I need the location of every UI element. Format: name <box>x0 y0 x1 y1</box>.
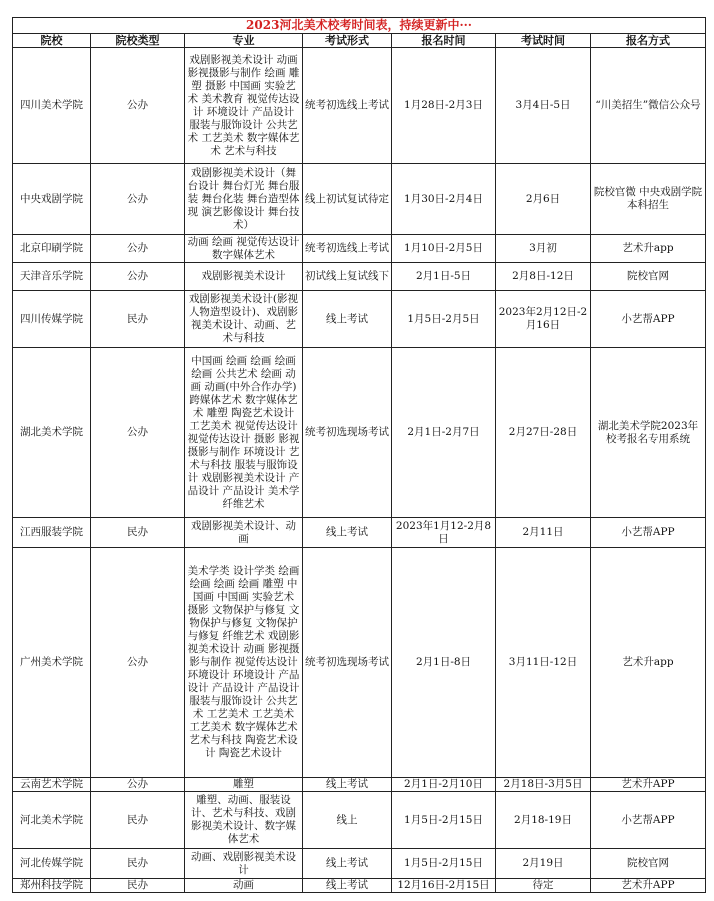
school-cell: 湖北美术学院 <box>13 348 91 518</box>
major-cell: 戏剧影视美术设计(影视人物造型设计)、戏剧影视美术设计、动画、艺术与科技 <box>185 291 303 348</box>
signup-method-cell: 艺术升APP <box>591 778 706 792</box>
signup-time-cell: 1月5日-2月15日 <box>392 849 496 879</box>
exam-time-cell: 3月4日-5日 <box>496 48 591 164</box>
signup-method-cell: 湖北美术学院2023年校考报名专用系统 <box>591 348 706 518</box>
form-cell: 线上考试 <box>303 778 392 792</box>
form-cell: 线上考试 <box>303 879 392 893</box>
type-cell: 民办 <box>91 792 185 849</box>
major-cell: 中国画 绘画 绘画 绘画 绘画 公共艺术 绘画 动画 动画(中外合作办学) 跨媒体艺术 数字媒体艺术 雕塑 陶瓷艺术设计 工艺美术 视觉传达设计 视觉传达设计 摄影 影视摄影与制作 环境设计 艺术与科技 服装与服饰设计 戏剧影视美术设计 产品设计 产品设计 美术学 纤维艺术 <box>185 348 303 518</box>
school-cell: 天津音乐学院 <box>13 263 91 291</box>
exam-time-cell: 待定 <box>496 879 591 893</box>
table-row <box>13 849 706 879</box>
form-cell: 统考初选现场考试 <box>303 348 392 518</box>
signup-time-cell: 2月1日-2月7日 <box>392 348 496 518</box>
exam-schedule-table <box>12 17 706 893</box>
form-cell: 线上考试 <box>303 291 392 348</box>
signup-method-cell: 艺术升APP <box>591 879 706 893</box>
exam-time-cell: 3月11日-12日 <box>496 548 591 778</box>
type-cell: 公办 <box>91 263 185 291</box>
exam-time-cell: 2月8日-12日 <box>496 263 591 291</box>
exam-time-cell: 2月18-19日 <box>496 792 591 849</box>
signup-time-cell: 1月10日-2月5日 <box>392 235 496 263</box>
type-cell: 公办 <box>91 48 185 164</box>
table-row <box>13 48 706 164</box>
signup-time-cell: 1月28日-2月3日 <box>392 48 496 164</box>
school-cell: 河北传媒学院 <box>13 849 91 879</box>
exam-time-cell: 2023年2月12日-2月16日 <box>496 291 591 348</box>
type-cell: 公办 <box>91 778 185 792</box>
major-cell: 动画、戏剧影视美术设计 <box>185 849 303 879</box>
type-cell: 公办 <box>91 348 185 518</box>
form-cell: 线上考试 <box>303 518 392 548</box>
signup-method-cell: 小艺帮APP <box>591 518 706 548</box>
signup-time-cell: 2月1日-5日 <box>392 263 496 291</box>
form-cell: 线上考试 <box>303 849 392 879</box>
table-row <box>13 778 706 792</box>
exam-time-cell: 2月27日-28日 <box>496 348 591 518</box>
school-cell: 北京印刷学院 <box>13 235 91 263</box>
signup-method-cell: 院校官网 <box>591 849 706 879</box>
major-cell: 雕塑、动画、服装设计、艺术与科技、戏剧影视美术设计、数字媒体艺术 <box>185 792 303 849</box>
table-row <box>13 291 706 348</box>
form-cell: 统考初选线上考试 <box>303 48 392 164</box>
signup-time-cell: 1月30日-2月4日 <box>392 164 496 235</box>
table-row <box>13 518 706 548</box>
table-row <box>13 348 706 518</box>
signup-method-cell: “川美招生”微信公众号 <box>591 48 706 164</box>
form-cell: 统考初选线上考试 <box>303 235 392 263</box>
table-row <box>13 263 706 291</box>
signup-method-cell: 院校官微 中央戏剧学院本科招生 <box>591 164 706 235</box>
type-cell: 民办 <box>91 849 185 879</box>
table-row <box>13 792 706 849</box>
header-exam-time: 考试时间 <box>496 34 591 48</box>
major-cell: 美术学类 设计学类 绘画 绘画 绘画 绘画 雕塑 中国画 中国画 实验艺术 摄影 文物保护与修复 文物保护与修复 文物保护与修复 纤维艺术 戏剧影视美术设计 动画 影视摄影与制作 视觉传达设计 环境设计 环境设计 产品设计 产品设计 产品设计 服装与服饰设计 公共艺术 工艺美术 工艺美术 工艺美术 数字媒体艺术 艺术与科技 陶瓷艺术设计 陶瓷艺术设计 <box>185 548 303 778</box>
form-cell: 初试线上复试线下 <box>303 263 392 291</box>
major-cell: 戏剧影视美术设计 动画 影视摄影与制作 绘画 雕塑 摄影 中国画 实验艺术 美术教育 视觉传达设计 环境设计 产品设计 服装与服饰设计 公共艺术 工艺美术 数字媒体艺术 艺术与科技 <box>185 48 303 164</box>
header-signup-method: 报名方式 <box>591 34 706 48</box>
table-row <box>13 235 706 263</box>
signup-method-cell: 院校官网 <box>591 263 706 291</box>
major-cell: 动画 <box>185 879 303 893</box>
exam-time-cell: 2月6日 <box>496 164 591 235</box>
signup-time-cell: 1月5日-2月15日 <box>392 792 496 849</box>
form-cell: 线上初试复试待定 <box>303 164 392 235</box>
exam-time-cell: 2月11日 <box>496 518 591 548</box>
signup-time-cell: 12月16日-2月15日 <box>392 879 496 893</box>
school-cell: 河北美术学院 <box>13 792 91 849</box>
school-cell: 云南艺术学院 <box>13 778 91 792</box>
type-cell: 民办 <box>91 291 185 348</box>
exam-time-cell: 2月19日 <box>496 849 591 879</box>
type-cell: 公办 <box>91 164 185 235</box>
school-cell: 江西服装学院 <box>13 518 91 548</box>
table-row <box>13 164 706 235</box>
exam-time-cell: 2月18日-3月5日 <box>496 778 591 792</box>
signup-time-cell: 2月1日-2月10日 <box>392 778 496 792</box>
type-cell: 公办 <box>91 235 185 263</box>
major-cell: 戏剧影视美术设计 <box>185 263 303 291</box>
major-cell: 戏剧影视美术设计（舞台设计 舞台灯光 舞台服装 舞台化装 舞台造型体现 演艺影像设计 舞台技术） <box>185 164 303 235</box>
header-signup-time: 报名时间 <box>392 34 496 48</box>
major-cell: 雕塑 <box>185 778 303 792</box>
table-row <box>13 879 706 893</box>
signup-method-cell: 小艺帮APP <box>591 291 706 348</box>
signup-method-cell: 艺术升app <box>591 548 706 778</box>
signup-time-cell: 2023年1月12-2月8日 <box>392 518 496 548</box>
type-cell: 民办 <box>91 518 185 548</box>
signup-method-cell: 小艺帮APP <box>591 792 706 849</box>
header-row <box>13 34 706 48</box>
signup-time-cell: 2月1日-8日 <box>392 548 496 778</box>
school-cell: 四川传媒学院 <box>13 291 91 348</box>
school-cell: 广州美术学院 <box>13 548 91 778</box>
major-cell: 动画 绘画 视觉传达设计 数字媒体艺术 <box>185 235 303 263</box>
table-row <box>13 548 706 778</box>
type-cell: 民办 <box>91 879 185 893</box>
signup-time-cell: 1月5日-2月5日 <box>392 291 496 348</box>
header-school: 院校 <box>13 34 91 48</box>
type-cell: 公办 <box>91 548 185 778</box>
header-major: 专业 <box>185 34 303 48</box>
header-exam-form: 考试形式 <box>303 34 392 48</box>
form-cell: 线上 <box>303 792 392 849</box>
major-cell: 戏剧影视美术设计、动画 <box>185 518 303 548</box>
school-cell: 郑州科技学院 <box>13 879 91 893</box>
form-cell: 统考初选现场考试 <box>303 548 392 778</box>
header-school-type: 院校类型 <box>91 34 185 48</box>
signup-method-cell: 艺术升app <box>591 235 706 263</box>
school-cell: 四川美术学院 <box>13 48 91 164</box>
exam-time-cell: 3月初 <box>496 235 591 263</box>
school-cell: 中央戏剧学院 <box>13 164 91 235</box>
table-title: 2023河北美术校考时间表，持续更新中··· <box>13 18 706 34</box>
